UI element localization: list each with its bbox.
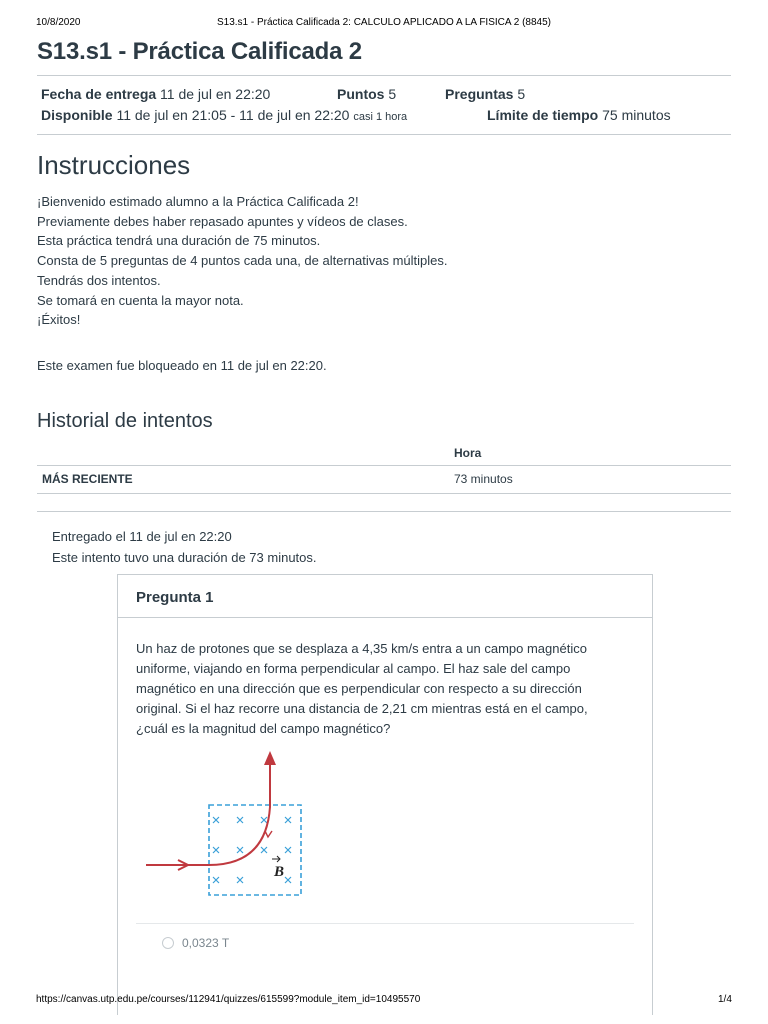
locked-notice: Este examen fue bloqueado en 11 de jul en 22:20. bbox=[37, 358, 327, 373]
proton-beam bbox=[146, 757, 270, 865]
time-limit-value: 75 minutos bbox=[602, 107, 671, 123]
availability bbox=[41, 107, 407, 123]
available-label: Disponible bbox=[41, 107, 113, 123]
field-label: B bbox=[274, 864, 285, 880]
answer-option-label[interactable]: 0,0323 T bbox=[182, 936, 230, 950]
table-header-divider bbox=[37, 465, 731, 466]
column-header-time: Hora bbox=[454, 446, 482, 460]
history-heading: Historial de intentos bbox=[37, 410, 213, 432]
question-line: ¿cuál es la magnitud del campo magnético? bbox=[136, 721, 391, 736]
points-label: Puntos bbox=[337, 86, 385, 102]
print-page-number: 1/4 bbox=[718, 994, 732, 1005]
questions-label: Preguntas bbox=[445, 86, 514, 102]
print-page-title: S13.s1 - Práctica Calificada 2: CALCULO APLICADO A LA FISICA 2 (8845) bbox=[216, 17, 552, 28]
time-limit-label: Límite de tiempo bbox=[487, 107, 599, 123]
beam-arrowhead-icon bbox=[264, 751, 276, 765]
question-line: original. Si el haz recorre una distancia de 2,21 cm mientras está en el campo, bbox=[136, 701, 588, 716]
attempt-row-time: 73 minutos bbox=[454, 472, 513, 486]
question-line: uniforme, viajando en forma perpendicular al campo. El haz sale del campo bbox=[136, 661, 571, 676]
instruction-line: Esta práctica tendrá una duración de 75 minutos. bbox=[37, 233, 321, 249]
instruction-line: ¡Éxitos! bbox=[37, 312, 81, 328]
questions-value: 5 bbox=[517, 86, 526, 102]
question-text bbox=[136, 639, 636, 739]
answer-divider bbox=[136, 923, 634, 924]
table-row-divider bbox=[37, 493, 731, 494]
print-date: 10/8/2020 bbox=[36, 17, 81, 28]
answer-radio[interactable] bbox=[162, 937, 174, 949]
divider bbox=[37, 511, 731, 512]
available-value: 11 de jul en 21:05 - 11 de jul en 22:20 bbox=[116, 107, 350, 123]
questions bbox=[445, 86, 525, 102]
points-value: 5 bbox=[388, 86, 397, 102]
instructions-body bbox=[37, 192, 448, 330]
due-date bbox=[41, 86, 270, 102]
page-title: S13.s1 - Práctica Calificada 2 bbox=[37, 38, 362, 65]
instruction-line: ¡Bienvenido estimado alumno a la Práctica Calificada 2! bbox=[37, 194, 359, 209]
question-line: Un haz de protones que se desplaza a 4,35 km/s entra a un campo magnético bbox=[136, 641, 587, 656]
instruction-line: Consta de 5 preguntas de 4 puntos cada una, de alternativas múltiples. bbox=[37, 253, 448, 269]
question-header bbox=[118, 575, 652, 618]
due-label: Fecha de entrega bbox=[41, 86, 157, 102]
instruction-line: Tendrás dos intentos. bbox=[37, 272, 161, 288]
time-limit bbox=[487, 107, 671, 123]
due-value: 11 de jul en 22:20 bbox=[160, 86, 271, 102]
magnetic-field-figure bbox=[138, 745, 338, 905]
attempt-row-label[interactable]: MÁS RECIENTE bbox=[42, 472, 133, 486]
duration-text: Este intento tuvo una duración de 73 minutos. bbox=[52, 550, 317, 565]
available-note: casi 1 hora bbox=[353, 111, 408, 123]
points bbox=[337, 86, 396, 102]
divider bbox=[37, 134, 731, 135]
question-line: magnético en una dirección que es perpendicular con respecto a su dirección bbox=[136, 681, 582, 696]
question-card bbox=[117, 574, 653, 1015]
instructions-heading: Instrucciones bbox=[37, 150, 191, 180]
instruction-line: Previamente debes haber repasado apuntes y vídeos de clases. bbox=[37, 213, 408, 229]
beam-arrow-icon bbox=[265, 831, 272, 837]
submitted-text: Entregado el 11 de jul en 22:20 bbox=[52, 529, 232, 544]
vector-arrow-icon bbox=[272, 856, 280, 862]
question-title: Pregunta 1 bbox=[136, 589, 214, 606]
print-url: https://canvas.utp.edu.pe/courses/112941/quizzes/615599?module_item_id=10495570 bbox=[36, 994, 421, 1005]
divider bbox=[37, 75, 731, 76]
submission-info bbox=[52, 526, 317, 568]
instruction-line: Se tomará en cuenta la mayor nota. bbox=[37, 292, 244, 308]
